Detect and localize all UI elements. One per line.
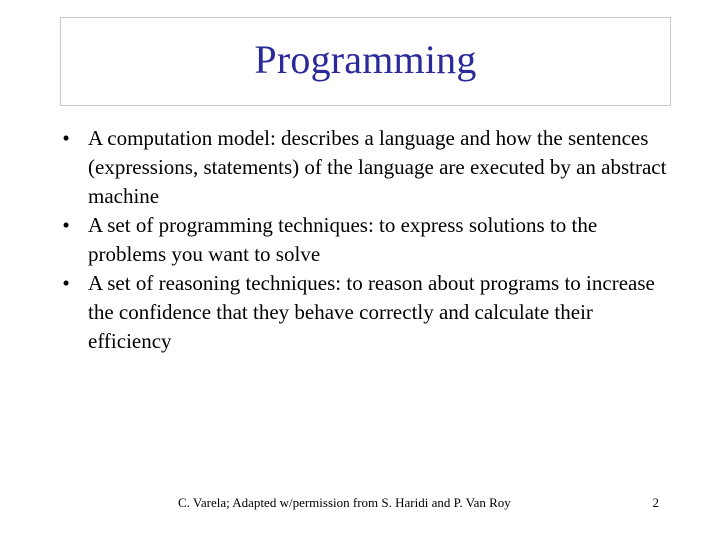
bullet-text: A set of reasoning techniques: to reason about programs to increase the confidence that they behave correctly and calculate their efficiency — [88, 271, 655, 353]
bullet-text: A computation model: describes a language and how the sentences (expressions, statements) of the language are executed by an abstract machine — [88, 126, 667, 208]
bullet-text: A set of programming techniques: to express solutions to the problems you want to solve — [88, 213, 598, 266]
slide-title: Programming — [254, 37, 477, 82]
bullet-list — [56, 124, 668, 356]
bullet-item — [56, 124, 668, 211]
bullet-marker: • — [62, 213, 70, 237]
page-number: 2 — [652, 495, 659, 510]
bullet-item — [56, 269, 668, 356]
footer-credit: C. Varela; Adapted w/permission from S. Haridi and P. Van Roy — [178, 495, 511, 510]
bullet-marker: • — [62, 271, 70, 295]
title-box — [60, 17, 671, 106]
bullet-marker: • — [62, 126, 70, 150]
bullet-item — [56, 211, 668, 269]
